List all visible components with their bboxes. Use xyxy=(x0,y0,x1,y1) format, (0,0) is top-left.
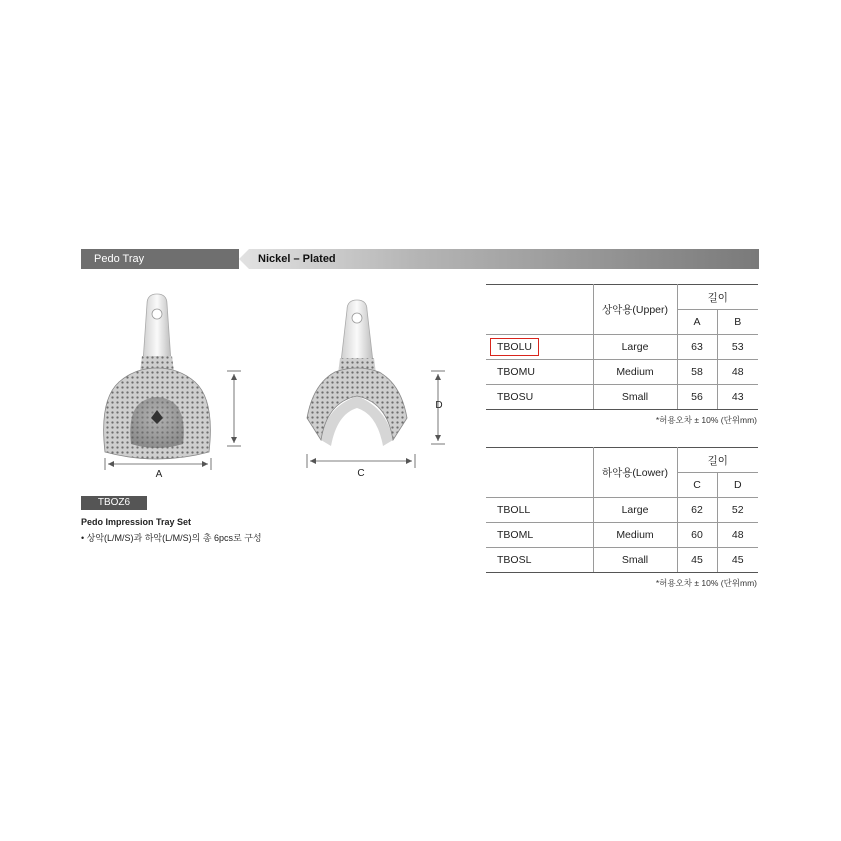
upper-group-label: 상악용(Upper) xyxy=(593,285,677,335)
row-value-c: 45 xyxy=(677,548,717,573)
table-row xyxy=(486,335,758,360)
row-value-c: 62 xyxy=(677,498,717,523)
row-value-d: 52 xyxy=(717,498,758,523)
row-code: TBOMU xyxy=(486,360,593,385)
header-empty xyxy=(486,448,593,498)
dim-c-label: C xyxy=(357,468,365,479)
lower-tolerance-note: *허용오차 ± 10% (단위mm) xyxy=(655,578,757,588)
banner-subtitle: Nickel – Plated xyxy=(258,253,336,265)
row-value-a: 58 xyxy=(677,360,717,385)
tray-illustrations xyxy=(95,290,455,490)
row-size: Medium xyxy=(593,523,677,548)
table-row xyxy=(486,385,758,410)
row-value-a: 56 xyxy=(677,385,717,410)
row-value-b: 48 xyxy=(717,360,758,385)
row-size: Small xyxy=(593,548,677,573)
upper-tray-image xyxy=(104,294,241,470)
dim-d-label: D xyxy=(435,400,443,411)
upper-tolerance-note: *허용오차 ± 10% (단위mm) xyxy=(655,415,757,425)
row-value-a: 63 xyxy=(677,335,717,360)
lower-col-c: C xyxy=(677,473,717,498)
upper-col-a: A xyxy=(677,310,717,335)
dim-a-label: A xyxy=(155,469,163,480)
upper-length-label: 길이 xyxy=(677,285,758,310)
banner-title-bg xyxy=(81,249,239,269)
product-code-badge: TBOZ6 xyxy=(81,496,147,510)
row-size: Medium xyxy=(593,360,677,385)
upper-header-row xyxy=(486,285,758,310)
table-row xyxy=(486,498,758,523)
table-row xyxy=(486,548,758,573)
row-value-b: 53 xyxy=(717,335,758,360)
lower-group-label: 하악용(Lower) xyxy=(593,448,677,498)
upper-col-b: B xyxy=(717,310,758,335)
product-name: Pedo Impression Tray Set xyxy=(81,517,192,527)
row-size: Large xyxy=(593,335,677,360)
row-code: TBOSU xyxy=(486,385,593,410)
row-value-d: 48 xyxy=(717,523,758,548)
row-value-c: 60 xyxy=(677,523,717,548)
table-row xyxy=(486,523,758,548)
header-empty xyxy=(486,285,593,335)
section-banner xyxy=(81,249,759,269)
upper-spec-table xyxy=(486,284,758,410)
row-code: TBOSL xyxy=(486,548,593,573)
row-size: Large xyxy=(593,498,677,523)
product-description: • 상악(L/M/S)과 하악(L/M/S)의 총 6pcs로 구성 xyxy=(81,533,262,543)
row-value-b: 43 xyxy=(717,385,758,410)
row-value-d: 45 xyxy=(717,548,758,573)
lower-header-row xyxy=(486,448,758,473)
lower-spec-table xyxy=(486,447,758,573)
row-size: Small xyxy=(593,385,677,410)
highlighted-code: TBOLU xyxy=(490,338,539,356)
table-row xyxy=(486,360,758,385)
banner-title: Pedo Tray xyxy=(94,253,145,265)
row-code: TBOLL xyxy=(486,498,593,523)
lower-col-d: D xyxy=(717,473,758,498)
row-code xyxy=(486,335,593,360)
lower-tray-image xyxy=(307,300,445,468)
lower-length-label: 길이 xyxy=(677,448,758,473)
row-code: TBOML xyxy=(486,523,593,548)
